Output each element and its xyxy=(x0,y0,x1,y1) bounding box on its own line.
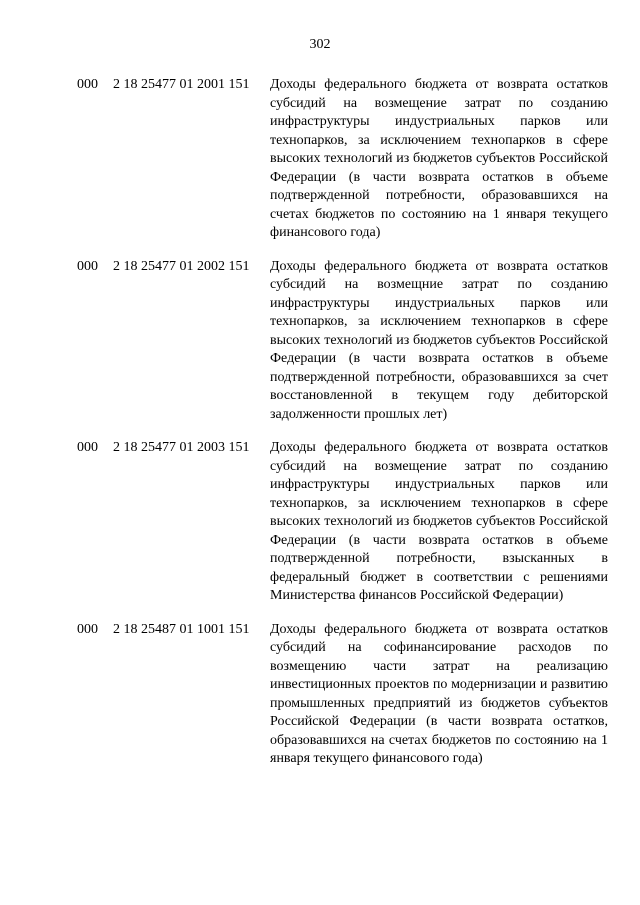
income-description: Доходы федерального бюджета от возврата остатков субсидий на возмещение затрат по созданию инфраструктуры индустриальных парков или технопарков, за исключением технопарков в сфере высоких технологий из бюджетов субъектов Российской Федерации (в части возврата остатков в объеме подтвержденной потребности, образовавшихся на счетах бюджетов по состоянию на 1 января текущего финансового года) xyxy=(270,77,608,240)
income-classification-code: 2 18 25477 01 2003 151 xyxy=(113,440,250,455)
income-description: Доходы федерального бюджета от возврата остатков субсидий на возмещние затрат по созданию инфраструктуры индустриальных парков или технопарков, за исключением технопарков в сфере высоких технологий из бюджетов субъектов Российской Федерации (в части возврата остатков в объеме подтвержденной потребности, образовавшихся за счет восстановленной в текущем году дебиторской задолженности прошлых лет) xyxy=(270,258,608,422)
table-row xyxy=(0,439,640,606)
administrator-code: 000 xyxy=(77,77,98,92)
table-row xyxy=(0,76,640,243)
income-classification-code: 2 18 25477 01 2001 151 xyxy=(113,77,250,92)
income-description: Доходы федерального бюджета от возврата остатков субсидий на софинансирование расходов по возмещению части затрат на реализацию инвестиционных проектов по модернизации и развитию промышленных предприятий из бюджетов субъектов Российской Федерации (в части возврата остатков, образовавшихся на счетах бюджетов по состоянию на 1 января текущего финансового года) xyxy=(270,621,608,766)
income-code-table xyxy=(0,76,640,784)
income-classification-code: 2 18 25477 01 2002 151 xyxy=(113,258,250,274)
income-description: Доходы федерального бюджета от возврата остатков субсидий на возмещение затрат по созданию инфраструктуры индустриальных парков или технопарков, за исключением технопарков в сфере высоких технологий из бюджетов субъектов Российской Федерации (в части возврата остатков в объеме подтвержденной потребности, взысканных в федеральный бюджет в соответствии с решениями Министерства финансов Российской Федерации) xyxy=(270,440,608,603)
income-classification-code: 2 18 25487 01 1001 151 xyxy=(113,621,250,637)
administrator-code: 000 xyxy=(77,440,98,455)
page-number: 302 xyxy=(309,37,331,52)
table-row xyxy=(0,258,640,425)
table-row xyxy=(0,621,640,769)
administrator-code: 000 xyxy=(77,258,98,274)
administrator-code: 000 xyxy=(77,621,98,637)
